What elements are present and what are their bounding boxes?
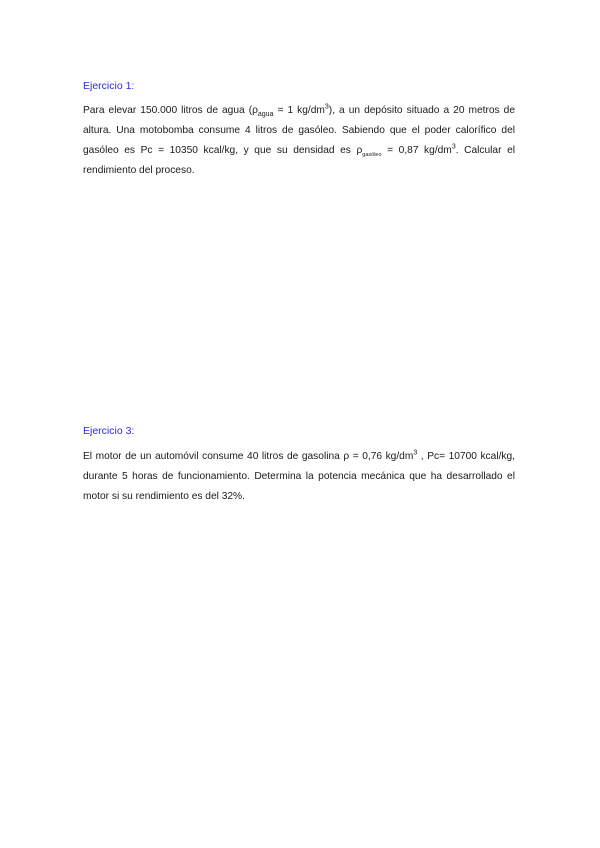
exercise-1-text: Para elevar 150.000 litros de agua ($\rho_{agua} = 1$ $kg/dm^3$), a un depósito situado a 20 metros de altura. Una motobomba consume 4 litros de gasóleo. Sabiendo que el poder calorífico del gasóleo es Pc = 10350 kcal/kg, y que su densidad es $\rho_{gasóleo} = 0,87$ $kg/dm^3$. Calcular el rendimiento del proceso.: [83, 103, 516, 176]
exercise-1-heading: Ejercicio 1:: [83, 80, 135, 92]
exercise-3-heading: Ejercicio 3:: [83, 425, 135, 437]
exercise-3-text: El motor de un automóvil consume 40 litros de gasolina ρ = 0,76 $kg/dm^3$ , Pc= 10700 kcal/kg, durante 5 horas de funcionamiento. Determina la potencia mecánica que ha desarrollado el motor si su rendimiento es del 32%.: [83, 449, 515, 502]
